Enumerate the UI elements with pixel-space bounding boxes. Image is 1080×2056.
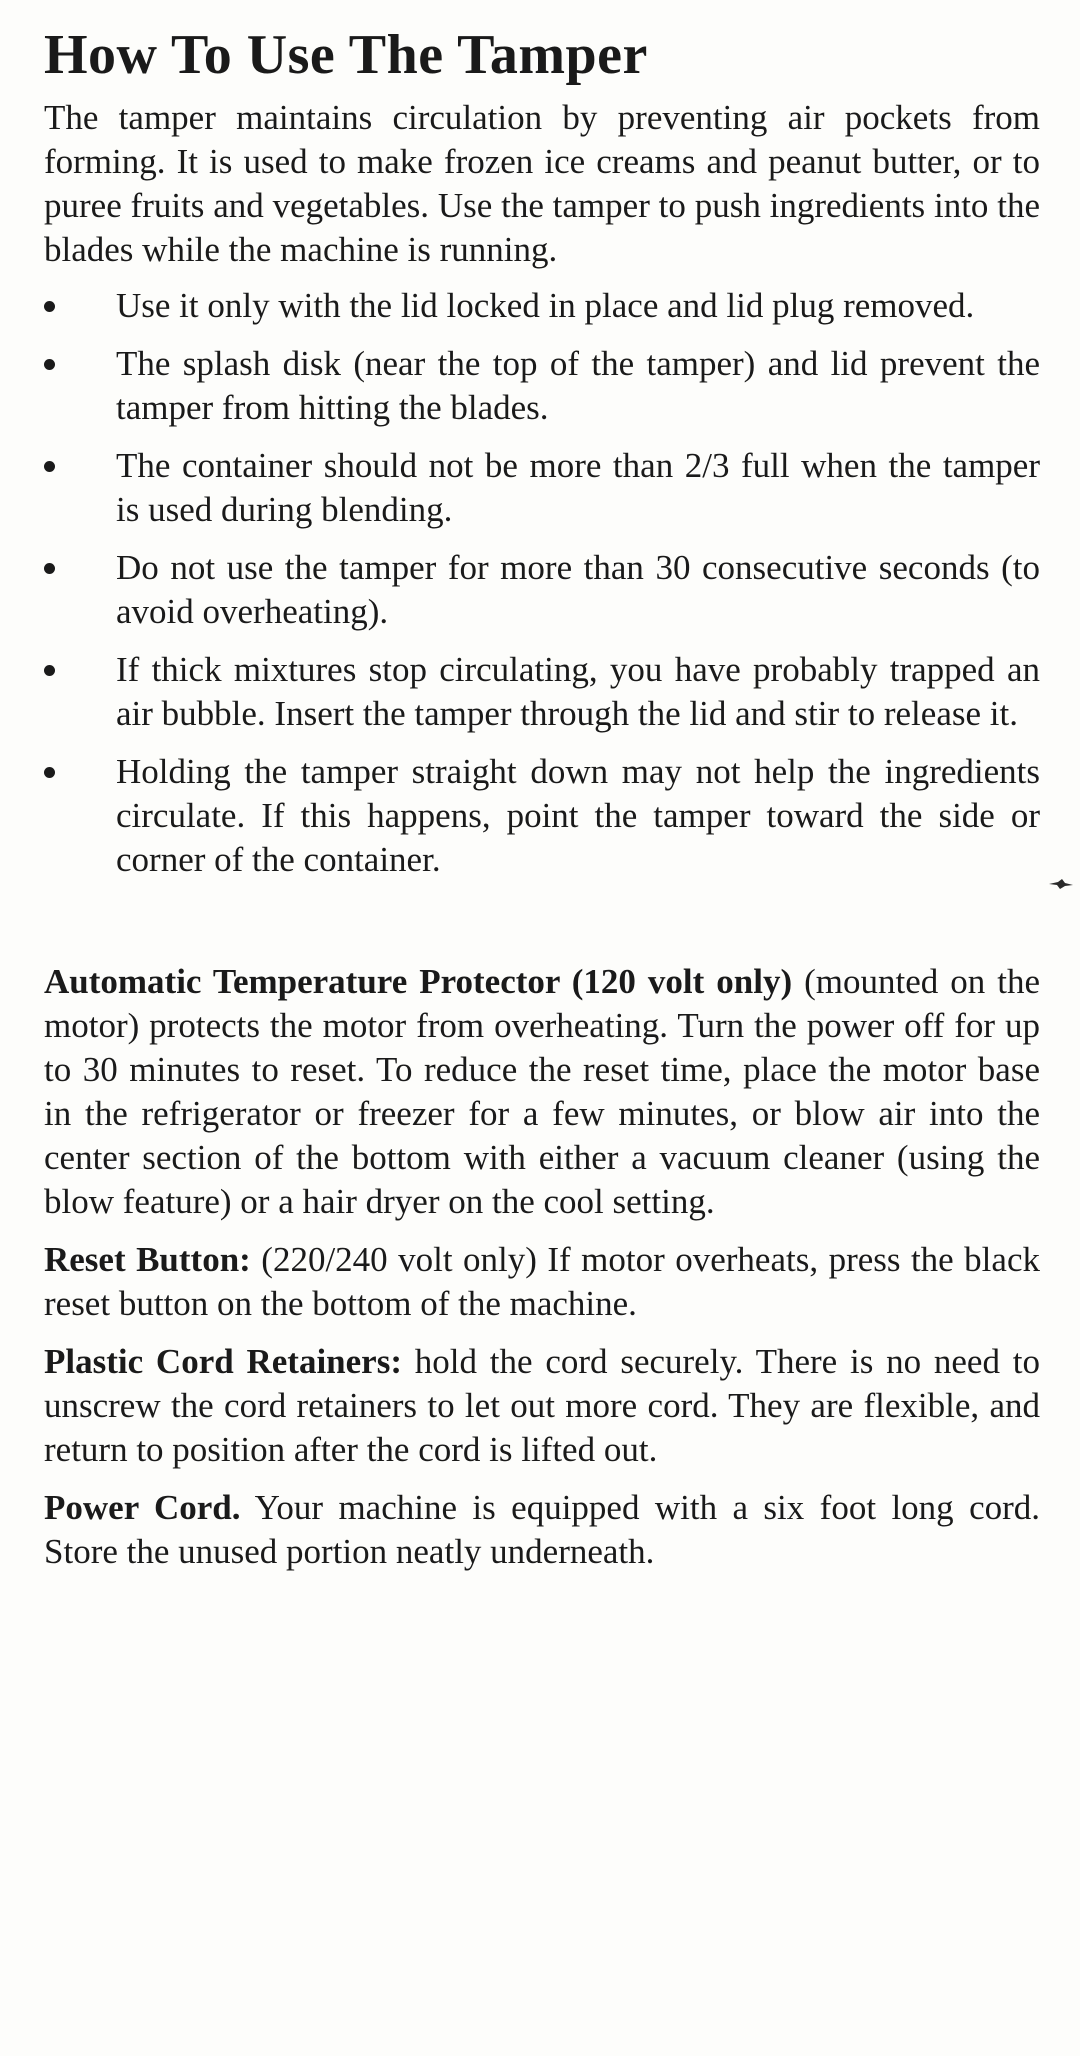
tamper-bullet-list (44, 284, 1040, 882)
scan-speck-icon (1048, 878, 1074, 890)
bullet-icon (44, 359, 55, 370)
section-term: Power Cord. (44, 1488, 241, 1527)
bullet-text: If thick mixtures stop circulating, you have probably trapped an air bubble. Insert the tamper through the lid and stir to release it. (116, 650, 1040, 733)
bullet-item (44, 648, 1040, 736)
section-text: hold the cord securely. There is no need to unscrew the cord retainers to let out more cord. They are flexible, and return to position after the cord is lifted out. (44, 1342, 1040, 1469)
section-text: (mounted on the motor) protects the motor from overheating. Turn the power off for up to 30 minutes to reset. To reduce the reset time, place the motor base in the refrigerator or freezer for a few minutes, or blow air into the center section of the bottom with either a vacuum cleaner (using the blow feature) or a hair dryer on the cool setting. (44, 962, 1040, 1221)
temperature-protector-section (44, 960, 1040, 1224)
bullet-text: Use it only with the lid locked in place and lid plug removed. (116, 286, 975, 325)
section-term: Reset Button: (44, 1240, 251, 1279)
page-title: How To Use The Tamper (44, 24, 648, 86)
cord-retainers-section (44, 1340, 1040, 1472)
bullet-item (44, 546, 1040, 634)
bullet-text: Do not use the tamper for more than 30 consecutive seconds (to avoid overheating). (116, 548, 1040, 631)
bullet-text: The splash disk (near the top of the tamper) and lid prevent the tamper from hitting the blades. (116, 344, 1040, 427)
bullet-icon (44, 563, 55, 574)
bullet-icon (44, 665, 55, 676)
bullet-icon (44, 461, 55, 472)
bullet-text: Holding the tamper straight down may not help the ingredients circulate. If this happens, point the tamper toward the side or corner of the container. (116, 752, 1040, 879)
bullet-text: The container should not be more than 2/3 full when the tamper is used during blending. (116, 446, 1040, 529)
bullet-item (44, 342, 1040, 430)
power-cord-section (44, 1486, 1040, 1574)
bullet-item (44, 284, 1040, 328)
section-term: Automatic Temperature Protector (120 volt only) (44, 962, 793, 1001)
section-text: (220/240 volt only) If motor overheats, press the black reset button on the bottom of the machine. (44, 1240, 1040, 1323)
bullet-icon (44, 767, 55, 778)
document-page (44, 18, 1040, 1588)
section-text: Your machine is equipped with a six foot long cord. Store the unused portion neatly underneath. (44, 1488, 1041, 1571)
reset-button-section (44, 1238, 1040, 1326)
bullet-icon (44, 301, 55, 312)
section-term: Plastic Cord Retainers: (44, 1342, 402, 1381)
intro-paragraph: The tamper maintains circulation by preventing air pockets from forming. It is used to make frozen ice creams and peanut butter, or to puree fruits and vegetables. Use the tamper to push ingredients into the blades while the machine is running. (44, 98, 1040, 269)
bullet-item (44, 444, 1040, 532)
bullet-item (44, 750, 1040, 882)
